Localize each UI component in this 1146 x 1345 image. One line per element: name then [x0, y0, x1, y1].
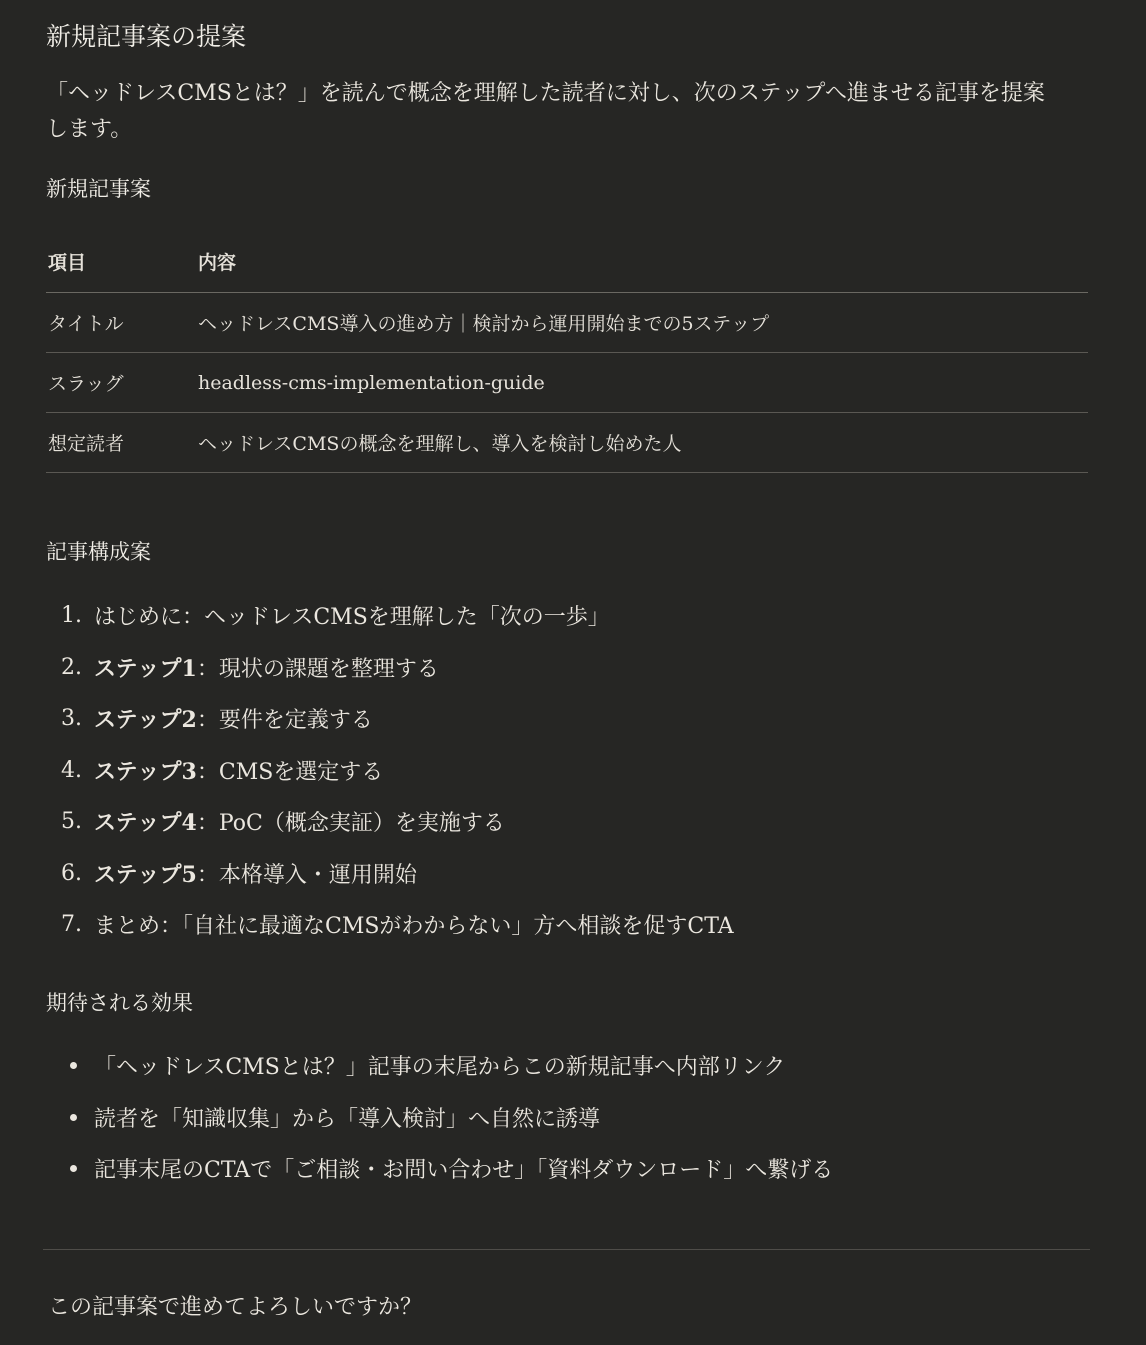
list-item-text: ：PoC（概念実証）を実施する — [196, 811, 505, 837]
proposal-heading: 新規記事案 — [46, 177, 151, 201]
intro-paragraph: 「ヘッドレスCMSとは？」を読んで概念を理解した読者に対し、次のステップへ進ませる記事を提案します。 — [46, 81, 1045, 142]
table-cell-label: タイトル — [48, 313, 124, 335]
table-header-cell: 項目 — [48, 252, 87, 274]
table-cell-value: ヘッドレスCMS導入の進め方｜検討から運用開始までの5ステップ — [198, 313, 770, 335]
list-item — [46, 1040, 1086, 1092]
outline-heading: 記事構成案 — [46, 540, 151, 564]
list-number: 2. — [61, 654, 82, 680]
list-item-bold: ステップ3 — [94, 758, 197, 785]
list-item — [46, 693, 1046, 745]
table-header-row — [46, 231, 1088, 293]
list-item-text: はじめに：ヘッドレスCMSを理解した「次の一歩」 — [94, 605, 610, 631]
list-item — [46, 796, 1046, 848]
list-item-bold: ステップ5 — [94, 861, 197, 888]
list-number: 6. — [61, 860, 82, 886]
list-item — [46, 1092, 1086, 1144]
list-item-text: 「ヘッドレスCMSとは？」記事の末尾からこの新規記事へ内部リンク — [94, 1055, 786, 1081]
bullet-icon — [46, 1165, 94, 1172]
list-item-text: ：要件を定義する — [196, 708, 373, 734]
list-item — [46, 745, 1046, 797]
list-item — [46, 848, 1046, 900]
divider — [43, 1249, 1090, 1250]
list-item — [46, 590, 1046, 642]
list-item-text: ：現状の課題を整理する — [196, 656, 439, 682]
table-cell-label: 想定読者 — [48, 433, 125, 455]
list-item-text: ：本格導入・運用開始 — [196, 862, 417, 888]
list-item-bold: ステップ1 — [94, 655, 197, 682]
list-item — [46, 899, 1046, 951]
table-header-cell: 内容 — [198, 252, 237, 274]
list-item-text: 読者を「知識収集」から「導入検討」へ自然に誘導 — [94, 1106, 601, 1132]
table-cell-label: スラッグ — [48, 373, 124, 395]
bullet-icon — [46, 1062, 94, 1069]
list-item-bold: ステップ4 — [94, 810, 197, 837]
list-item — [46, 642, 1046, 694]
list-item-text: まとめ：「自社に最適なCMSがわからない」方へ相談を促すCTA — [94, 914, 734, 940]
list-number: 1. — [61, 603, 82, 629]
list-number: 4. — [61, 757, 82, 783]
outline-list — [46, 590, 1046, 951]
bullet-icon — [46, 1114, 94, 1121]
table-cell-value: ヘッドレスCMSの概念を理解し、導入を検討し始めた人 — [198, 433, 682, 455]
list-item-text: ：CMSを選定する — [196, 759, 384, 785]
list-number: 7. — [61, 912, 82, 938]
closing-question: この記事案で進めてよろしいですか？ — [48, 1295, 423, 1320]
table-row — [46, 413, 1088, 473]
table-cell-value: headless-cms-implementation-guide — [198, 371, 545, 394]
table-row — [46, 293, 1088, 353]
list-number: 3. — [61, 706, 82, 732]
proposal-table — [46, 231, 1088, 473]
effects-heading: 期待される効果 — [46, 991, 193, 1015]
list-item-bold: ステップ2 — [94, 707, 197, 734]
list-item — [46, 1143, 1086, 1195]
list-item-text: 記事末尾のCTAで「ご相談・お問い合わせ」「資料ダウンロード」へ繋げる — [94, 1158, 834, 1184]
effects-list — [46, 1040, 1086, 1195]
table-row — [46, 353, 1088, 413]
list-number: 5. — [61, 809, 82, 835]
page-title: 新規記事案の提案 — [46, 22, 247, 51]
